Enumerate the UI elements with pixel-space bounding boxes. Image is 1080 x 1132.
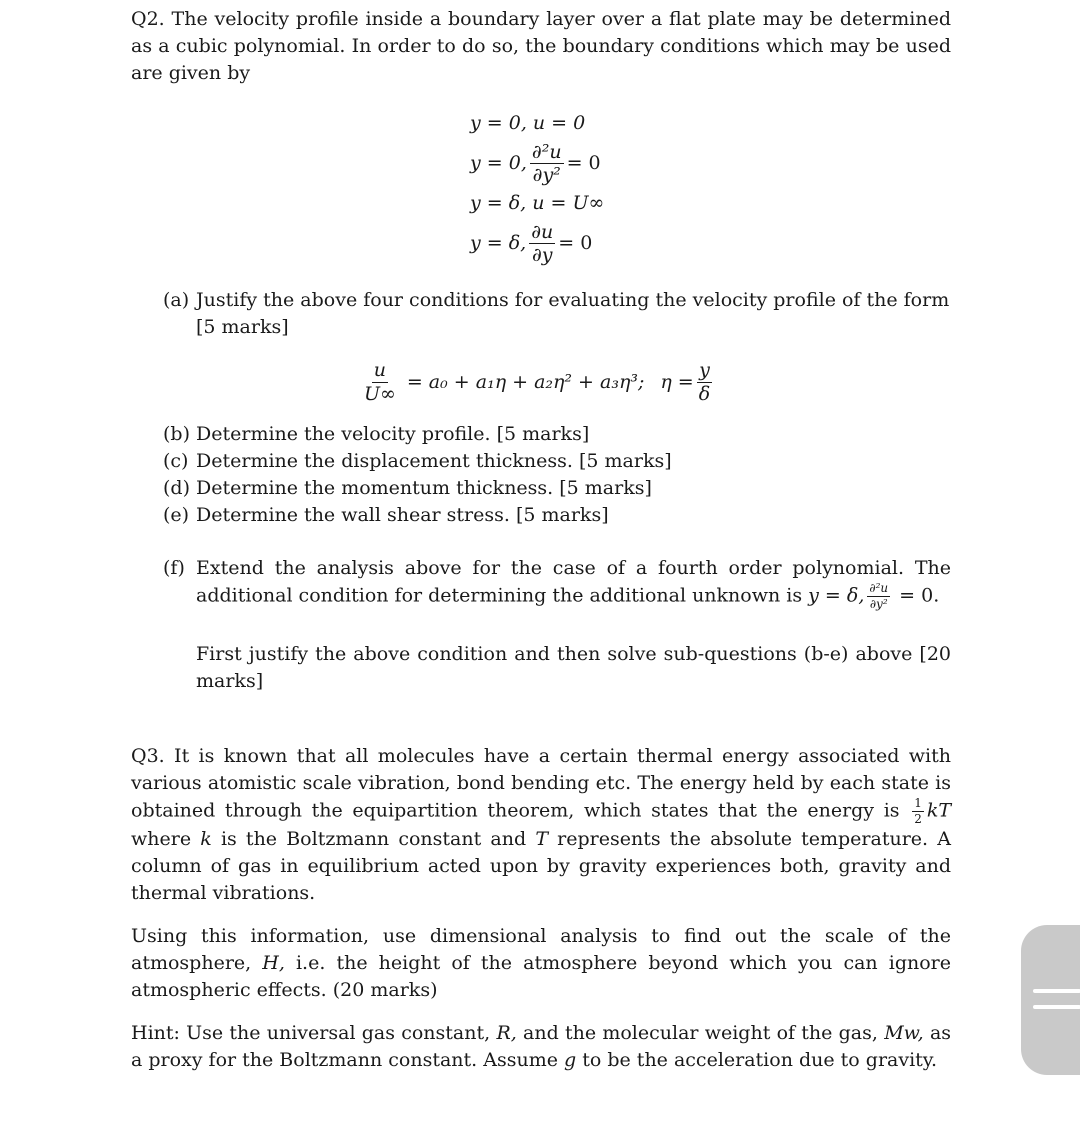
kT-symbol: kT <box>926 799 952 822</box>
q3-p1-mid2: is the Boltzmann constant and <box>220 828 527 851</box>
q3-hint <box>131 1020 951 1074</box>
part-f-condition-rhs: = 0. <box>899 584 940 607</box>
q3-p2-after: i.e. the height of the atmosphere beyond which you can ignore atmospheric effects. (20 marks) <box>131 952 951 1002</box>
condition-1-text: y = 0, u = 0 <box>470 112 586 135</box>
menu-icon-bar-top <box>1033 989 1080 993</box>
part-f <box>163 555 951 611</box>
condition-1 <box>470 109 951 139</box>
part-d-text: Determine the momentum thickness. [5 marks] <box>196 476 652 499</box>
part-e-text: Determine the wall shear stress. [5 marks] <box>196 503 609 526</box>
q3-p1-before: Q3. It is known that all molecules have a certain thermal energy associated with various atomistic scale vibration, bond bending etc. The energy held by each state is obtained through the equipartition theorem, which states that the energy is <box>131 745 951 822</box>
side-menu-handle[interactable] <box>1021 925 1080 1075</box>
condition-4-rhs: = 0 <box>558 232 593 255</box>
fraction-numerator: u <box>373 359 387 382</box>
condition-3 <box>470 189 951 219</box>
fraction-numerator: 1 <box>912 797 924 812</box>
part-c <box>163 448 951 475</box>
part-b <box>163 421 951 448</box>
fraction-numerator: ∂u <box>531 220 554 243</box>
condition-3-text: y = δ, u = U∞ <box>470 192 605 215</box>
fraction-denominator: 2 <box>914 812 922 827</box>
q3-p1-mid1: where <box>131 828 192 851</box>
fraction-denominator: ∂y² <box>869 596 888 611</box>
part-a-label: (a) <box>163 288 190 311</box>
part-e-label: (e) <box>163 503 190 526</box>
g-symbol: g <box>564 1049 577 1072</box>
R-symbol: R, <box>496 1022 517 1045</box>
condition-2-rhs: = 0 <box>566 152 601 175</box>
part-e <box>163 502 951 529</box>
part-d <box>163 475 951 502</box>
q3-hint-before: Hint: Use the universal gas constant, <box>131 1022 491 1045</box>
q3-paragraph-1 <box>131 743 951 907</box>
part-c-text: Determine the displacement thickness. [5 marks] <box>196 449 672 472</box>
part-a-text: Justify the above four conditions for evaluating the velocity profile of the form [5 marks] <box>196 288 950 338</box>
eta-lhs: η = <box>660 371 694 394</box>
polynomial-rhs: = a₀ + a₁η + a₂η² + a₃η³; <box>406 371 645 394</box>
q3-p1-after: represents the absolute temperature. A column of gas in equilibrium acted upon by gravity experiences both, gravity and thermal vibrations. <box>131 828 951 905</box>
fraction-numerator: y <box>699 359 710 382</box>
part-b-label: (b) <box>163 422 190 445</box>
q3-hint-mid2: as a proxy for the Boltzmann constant. Assume <box>131 1022 952 1072</box>
eta-fraction <box>697 360 712 405</box>
q3-paragraph-2 <box>131 923 951 1004</box>
part-d-label: (d) <box>163 476 190 499</box>
part-a <box>163 287 951 341</box>
part-f-label: (f) <box>163 556 185 579</box>
fraction-denominator: ∂y² <box>532 164 561 187</box>
fraction-denominator: U∞ <box>364 383 396 406</box>
part-f-text: Extend the analysis above for the case of a fourth order polynomial. The additional condition for determining the additional unknown is <box>196 556 951 607</box>
condition-2 <box>470 139 951 189</box>
menu-icon-bar-bottom <box>1033 1005 1080 1009</box>
part-f-condition-fraction <box>867 582 890 611</box>
part-b-text: Determine the velocity profile. [5 marks] <box>196 422 590 445</box>
part-f-body <box>196 555 951 611</box>
q3-hint-after: to be the acceleration due to gravity. <box>582 1049 938 1072</box>
fraction-numerator: ∂²u <box>531 140 562 163</box>
parts-list <box>163 421 951 529</box>
fraction-denominator: ∂y <box>531 244 553 267</box>
H-symbol: H, <box>262 952 285 975</box>
condition-2-lhs: y = 0, <box>470 152 527 175</box>
condition-2-fraction <box>530 142 564 187</box>
boundary-conditions <box>470 109 951 269</box>
condition-4 <box>470 219 951 269</box>
part-f-followup: First justify the above condition and then solve sub-questions (b-e) above [20 marks] <box>196 643 951 693</box>
profile-equation <box>359 355 951 411</box>
q3-hint-mid: and the molecular weight of the gas, <box>516 1022 878 1045</box>
Mw-symbol: Mw, <box>884 1022 924 1045</box>
q2-intro: Q2. The velocity profile inside a boundary layer over a flat plate may be determined as a cubic polynomial. In order to do so, the boundary conditions which may be used are given by <box>131 8 951 84</box>
fraction-denominator: δ <box>698 383 711 406</box>
one-half-fraction <box>912 797 924 826</box>
u-over-uinf <box>362 360 398 405</box>
fraction-numerator: ∂²u <box>867 582 890 597</box>
document-page <box>131 6 951 1074</box>
q3-p2-before: Using this information, use dimensional analysis to find out the scale of the atmosphere, <box>131 925 951 975</box>
T-symbol: T <box>535 828 548 851</box>
condition-4-fraction <box>529 222 555 267</box>
k-symbol: k <box>200 828 212 851</box>
condition-4-lhs: y = δ, <box>470 232 527 255</box>
part-c-label: (c) <box>163 449 189 472</box>
part-f-condition-lhs: y = δ, <box>808 584 865 607</box>
